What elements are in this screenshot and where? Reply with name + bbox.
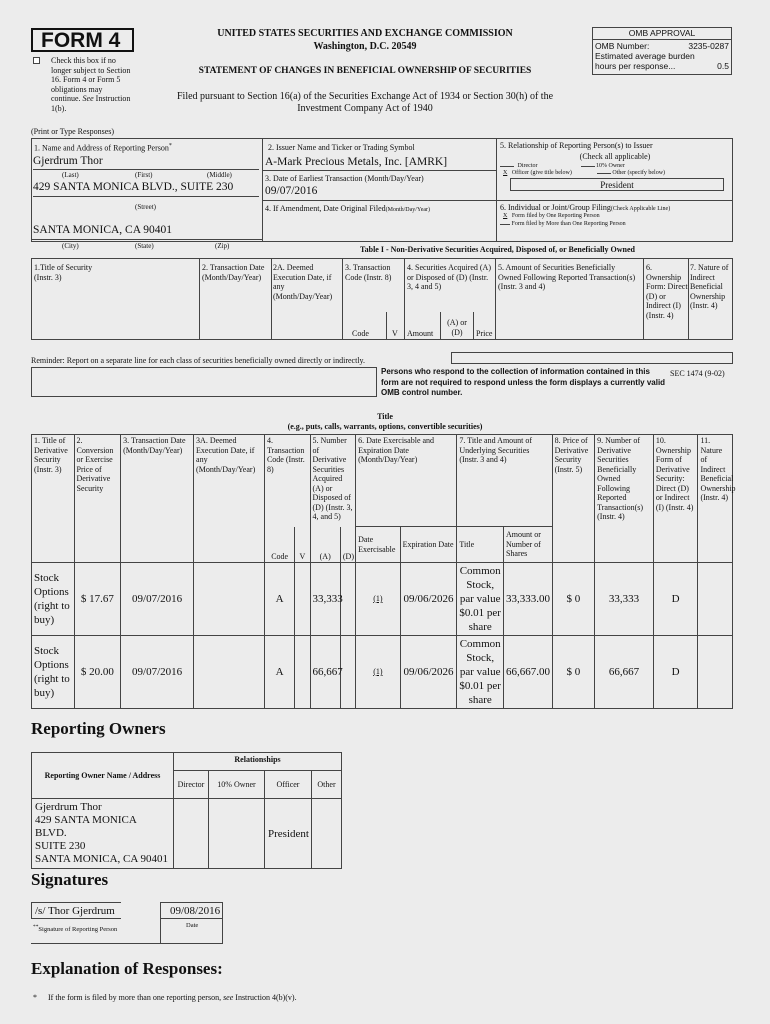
reporting-person-street: 429 SANTA MONICA BLVD., SUITE 230 — [33, 181, 234, 193]
t2-conv-price: $ 17.67 — [74, 563, 121, 636]
omb-burden-label: Estimated average burden — [595, 51, 695, 61]
omb-number-value: 3235-0287 — [688, 41, 729, 51]
relationship-label: 5. Relationship of Reporting Person(s) to Issuer — [500, 141, 653, 150]
omb-approval-box — [592, 27, 732, 75]
earliest-transaction-date: 09/07/2016 — [265, 185, 318, 197]
t1-price: Price — [476, 329, 493, 338]
t2-ownership-form: D — [653, 636, 698, 709]
t2-col3: 3. Transaction Date (Month/Day/Year) — [121, 435, 194, 563]
t2-security: Stock Options (right to buy) — [32, 563, 75, 636]
t2-underlying-title: Common Stock, par value $0.01 per share — [457, 563, 504, 636]
t2-acquired: 66,667 — [310, 636, 340, 709]
ro-col-director: Director — [174, 771, 209, 799]
t2-col2: 2. Conversion or Exercise Price of Derivative Security — [74, 435, 121, 563]
ro-col-officer: Officer — [265, 771, 312, 799]
t2-deriv-price: $ 0 — [552, 563, 595, 636]
t2-owned: 33,333 — [595, 563, 654, 636]
t2-amount: Amount or Number of Shares — [503, 527, 552, 563]
t1-col1: 1.Title of Security (Instr. 3) — [34, 263, 93, 282]
t1-col2a: 2A. Deemed Execution Date, if any (Month/Day/Year) — [273, 263, 333, 301]
explanation-text: If the form is filed by more than one reporting person, see Instruction 4(b)(v). — [48, 993, 297, 1002]
omb-hours-label: hours per response... — [595, 61, 676, 71]
t1-amount: Amount — [407, 329, 434, 338]
statement-title: STATEMENT OF CHANGES IN BENEFICIAL OWNERSHIP OF SECURITIES — [198, 66, 532, 76]
t2-owned: 66,667 — [595, 636, 654, 709]
t2-a: (A) — [310, 527, 340, 563]
t2-expiration: Expiration Date — [400, 527, 457, 563]
earliest-transaction-label: 3. Date of Earliest Transaction (Month/Day/Year) — [265, 174, 424, 183]
signatures-heading: Signatures — [31, 870, 109, 889]
director-option[interactable]: Director 10% Owner — [500, 163, 730, 170]
officer-title-box — [510, 178, 724, 191]
t2-security: Stock Options (right to buy) — [32, 636, 75, 709]
t2-exercisable: (1) — [356, 636, 401, 709]
form-title-box — [31, 28, 134, 52]
table2-title: Title — [377, 412, 393, 421]
t2-transaction-date: 09/07/2016 — [121, 636, 194, 709]
t1-code: Code — [352, 329, 369, 338]
last-label: (Last) — [62, 171, 79, 179]
t2-conv-price: $ 20.00 — [74, 636, 121, 709]
t1-aord: (A) or (D) — [447, 318, 467, 337]
t1-col2: 2. Transaction Date (Month/Day/Year) — [202, 263, 265, 282]
t2-col11: 11. Nature of Indirect Beneficial Ownership (Instr. 4) — [698, 435, 733, 563]
t2-nature — [698, 563, 733, 636]
t1-col4: 4. Securities Acquired (A) or Disposed of (D) (Instr. 3, 4 and 5) — [407, 263, 491, 291]
t2-nature — [698, 636, 733, 709]
table-row — [32, 563, 733, 636]
t2-code: Code — [264, 527, 294, 563]
t2-underlying-amount: 33,333.00 — [503, 563, 552, 636]
omb-hours-row — [593, 61, 731, 71]
t1-v: V — [392, 329, 398, 338]
state-label: (State) — [135, 242, 154, 250]
table1-title: Table I - Non-Derivative Securities Acquired, Disposed of, or Beneficially Owned — [360, 245, 635, 254]
amendment-label: 4. If Amendment, Date Original Filed(Month/Day/Year) — [265, 204, 431, 213]
omb-hours-value: 0.5 — [717, 61, 729, 71]
ro-other-cell — [312, 799, 342, 869]
t2-col8: 8. Price of Derivative Security (Instr. 5) — [552, 435, 595, 563]
zip-label: (Zip) — [215, 242, 230, 250]
ro-ten-pct-cell — [209, 799, 265, 869]
t2-col1: 1. Title of Derivative Security (Instr. 3) — [32, 435, 75, 563]
t2-col9: 9. Number of Derivative Securities Beneficially Owned Following Reported Transaction(s) (Instr. 4) — [595, 435, 654, 563]
reporting-person-name: Gjerdrum Thor — [33, 155, 103, 167]
t2-title: Title — [457, 527, 504, 563]
t2-col7: 7. Title and Amount of Underlying Securities (Instr. 3 and 4) — [457, 435, 552, 527]
t2-date-exercisable: Date Exercisable — [356, 527, 401, 563]
t1-col3: 3. Transaction Code (Instr. 8) — [345, 263, 392, 282]
t2-col5: 5. Number of Derivative Securities Acquired (A) or Disposed of (D) (Instr. 3, 4, and 5) — [310, 435, 356, 527]
reporting-owners-table — [31, 752, 342, 869]
officer-title: President — [600, 180, 634, 190]
t2-ownership-form: D — [653, 563, 698, 636]
checkbox-text: Check this box if no longer subject to Section 16. Form 4 or Form 5 obligations may continue. See Instruction 1(b). — [51, 56, 131, 113]
ro-col-ten-pct: 10% Owner — [209, 771, 265, 799]
agency-city: Washington, D.C. 20549 — [313, 41, 417, 52]
t2-acquired: 33,333 — [310, 563, 340, 636]
no-longer-subject-checkbox[interactable] — [33, 57, 40, 64]
sec-code: SEC 1474 (9-02) — [670, 369, 725, 378]
reporting-owners-heading: Reporting Owners — [31, 719, 166, 738]
omb-title: OMB APPROVAL — [593, 28, 731, 40]
first-label: (First) — [135, 171, 153, 179]
city-label: (City) — [62, 242, 79, 250]
reporting-person-label: 1. Name and Address of Reporting Person* — [34, 143, 172, 153]
t2-col3a: 3A. Deemed Execution Date, if any (Month/Day/Year) — [194, 435, 265, 563]
officer-option[interactable]: X Officer (give title below) Other (specify below) — [503, 170, 666, 176]
ro-officer-cell: President — [265, 799, 312, 869]
one-person-option[interactable]: X Form filed by One Reporting Person — [503, 213, 600, 219]
t2-v-cell — [295, 563, 310, 636]
table-row — [32, 636, 733, 709]
t2-col6: 6. Date Exercisable and Expiration Date (Month/Day/Year) — [356, 435, 457, 527]
agency-name: UNITED STATES SECURITIES AND EXCHANGE COMMISSION — [217, 28, 513, 39]
omb-number-label: OMB Number: — [595, 41, 650, 51]
relationship-sub: (Check all applicable) — [579, 152, 651, 161]
form-title: FORM 4 — [41, 29, 121, 52]
more-person-option[interactable]: Form filed by More than One Reporting Person — [500, 221, 626, 228]
reminder-blank-box — [451, 352, 733, 364]
t2-underlying-amount: 66,667.00 — [503, 636, 552, 709]
t2-deriv-price: $ 0 — [552, 636, 595, 709]
explanation-star: * — [33, 993, 37, 1002]
reminder-text: Reminder: Report on a separate line for each class of securities beneficially owned directly or indirectly. — [31, 356, 366, 365]
persons-blank-box — [31, 367, 377, 397]
t2-transaction-date: 09/07/2016 — [121, 563, 194, 636]
table2 — [31, 434, 736, 709]
t1-col5: 5. Amount of Securities Beneficially Owned Following Reported Transaction(s) (Instr. 3 and 4) — [498, 263, 636, 291]
t2-exercisable: (1) — [356, 563, 401, 636]
ro-director-cell — [174, 799, 209, 869]
issuer-name: A-Mark Precious Metals, Inc. [AMRK] — [265, 156, 448, 168]
signature-label: **Signature of Reporting Person — [33, 924, 118, 934]
t2-expiration-date: 09/06/2026 — [400, 636, 457, 709]
ro-col-other: Other — [312, 771, 342, 799]
t2-v: V — [295, 527, 310, 563]
t1-col7: 7. Nature of Indirect Beneficial Ownership (Instr. 4) — [690, 263, 729, 310]
t2-col4: 4. Transaction Code (Instr. 8) — [264, 435, 310, 527]
issuer-label: 2. Issuer Name and Ticker or Trading Symbol — [268, 143, 415, 152]
date-label: Date — [186, 922, 199, 929]
middle-label: (Middle) — [207, 171, 232, 179]
t2-code-cell: A — [264, 563, 294, 636]
ro-relationships: Relationships — [174, 753, 342, 771]
filed-pursuant-line2: Investment Company Act of 1940 — [297, 103, 433, 114]
signature-date: 09/08/2016 — [170, 905, 221, 917]
t1-col6: 6. Ownership Form: Direct (D) or Indirect (I) (Instr. 4) — [646, 263, 688, 320]
omb-number-row — [593, 40, 731, 51]
explanation-heading: Explanation of Responses: — [31, 959, 223, 978]
t2-expiration-date: 09/06/2026 — [400, 563, 457, 636]
print-or-type: (Print or Type Responses) — [31, 127, 115, 136]
reporting-person-city: SANTA MONICA, CA 90401 — [33, 224, 173, 236]
t2-d: (D) — [340, 527, 355, 563]
t2-col10: 10. Ownership Form of Derivative Security: Direct (D) or Indirect (I) (Instr. 4) — [653, 435, 698, 563]
t2-underlying-title: Common Stock, par value $0.01 per share — [457, 636, 504, 709]
t2-deemed-date — [194, 636, 265, 709]
t2-v-cell — [295, 636, 310, 709]
street-label: (Street) — [135, 203, 156, 211]
ro-col-name: Reporting Owner Name / Address — [32, 753, 174, 799]
persons-notice: Persons who respond to the collection of information contained in this form are not required to respond unless the form displays a currently valid OMB control number. — [381, 367, 666, 397]
table2-subtitle: (e.g., puts, calls, warrants, options, convertible securities) — [287, 422, 483, 431]
t2-deemed-date — [194, 563, 265, 636]
ro-owner-address: Gjerdrum Thor 429 SANTA MONICA BLVD. SUITE 230 SANTA MONICA, CA 90401 — [32, 799, 174, 869]
filed-pursuant-line1: Filed pursuant to Section 16(a) of the Securities Exchange Act of 1934 or Section 30(h) of the — [176, 91, 554, 102]
t2-code-cell: A — [264, 636, 294, 709]
signature-value: /s/ Thor Gjerdrum — [35, 905, 115, 917]
filing-label: 6. Individual or Joint/Group Filing(Check Applicable Line) — [500, 203, 671, 212]
